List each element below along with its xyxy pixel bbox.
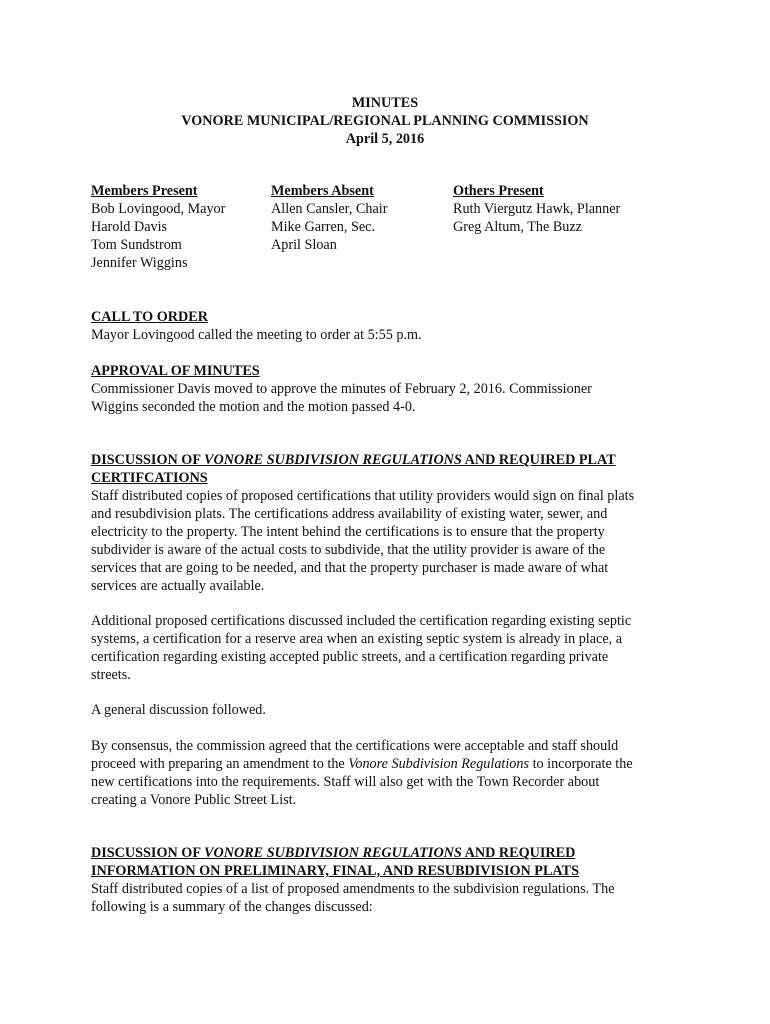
paragraph-line: streets. (91, 667, 131, 683)
member-name: Mike Garren, Sec. (271, 219, 376, 235)
paragraph-line: Commissioner Davis moved to approve the minutes of February 2, 2016. Commissioner (91, 381, 592, 397)
approval-of-minutes-section (91, 362, 681, 416)
call-to-order-title: CALL TO ORDER (91, 309, 208, 325)
paragraph-line: services that are going to be needed, and that the property purchaser is made aware of what (91, 560, 609, 576)
members-absent-heading: Members Absent (271, 183, 374, 199)
member-name: Harold Davis (91, 219, 168, 235)
paragraph-line: Staff distributed copies of a list of proposed amendments to the subdivision regulations. The (91, 881, 615, 897)
paragraph-line: electricity to the property. The intent behind the certifications is to ensure that the property (91, 524, 605, 540)
paragraph-line: services are actually available. (91, 578, 265, 594)
member-name: Jennifer Wiggins (91, 255, 188, 271)
header-minutes: MINUTES (351, 95, 419, 111)
approval-of-minutes-title: APPROVAL OF MINUTES (91, 363, 260, 379)
member-name: Greg Altum, The Buzz (453, 219, 582, 235)
paragraph-line: A general discussion followed. (91, 702, 266, 718)
discussion-plat-information-section (91, 844, 681, 916)
discussion-title-line2: CERTIFCATIONS (91, 470, 208, 486)
minutes-header (0, 94, 770, 148)
paragraph-line: and resubdivision plats. The certifications address availability of existing water, sewer, and (91, 506, 608, 522)
title-text: DISCUSSION OF (91, 845, 205, 861)
paragraph-line: By consensus, the commission agreed that the certifications were acceptable and staff should (91, 738, 619, 754)
header-date: April 5, 2016 (345, 131, 425, 147)
others-present-heading: Others Present (453, 183, 544, 199)
header-commission-name: VONORE MUNICIPAL/REGIONAL PLANNING COMMISSION (181, 113, 589, 129)
discussion-title (91, 844, 681, 862)
line-emphasis: Vonore Subdivision Regulations (348, 756, 530, 772)
title-emphasis: VONORE SUBDIVISION REGULATIONS (204, 452, 462, 468)
line-text: proceed with preparing an amendment to the (91, 756, 349, 772)
additional-certifications-paragraph (91, 612, 681, 684)
paragraph-line: new certifications into the requirements. Staff will also get with the Town Recorder about (91, 774, 600, 790)
paragraph-line (91, 755, 681, 773)
paragraph-line: Staff distributed copies of proposed certifications that utility providers would sign on final plats (91, 488, 635, 504)
paragraph-line: systems, a certification for a reserve area when an existing septic system is already in place, a (91, 631, 623, 647)
paragraph-line: certification regarding existing accepted public streets, and a certification regarding private (91, 649, 609, 665)
discussion-plat-certifications-section (91, 451, 681, 595)
paragraph-line: Additional proposed certifications discussed included the certification regarding existing septic (91, 613, 632, 629)
paragraph-line: following is a summary of the changes discussed: (91, 899, 373, 915)
discussion-title (91, 451, 681, 469)
discussion-title-line2: INFORMATION ON PRELIMINARY, FINAL, AND RESUBDIVISION PLATS (91, 863, 579, 879)
others-present-column (453, 182, 620, 236)
call-to-order-text: Mayor Lovingood called the meeting to order at 5:55 p.m. (91, 327, 422, 343)
paragraph-line: creating a Vonore Public Street List. (91, 792, 297, 808)
title-text: DISCUSSION OF (91, 452, 205, 468)
title-text: AND REQUIRED (461, 845, 576, 861)
consensus-paragraph (91, 737, 681, 809)
members-present-heading: Members Present (91, 183, 198, 199)
members-absent-column (271, 182, 387, 254)
title-emphasis: VONORE SUBDIVISION REGULATIONS (204, 845, 462, 861)
paragraph-line: subdivider is aware of the actual costs to subdivide, that the utility provider is aware of the (91, 542, 606, 558)
general-discussion-paragraph (91, 701, 681, 719)
member-name: April Sloan (271, 237, 337, 253)
call-to-order-section (91, 308, 681, 344)
line-text: to incorporate the (529, 756, 633, 772)
member-name: Allen Cansler, Chair (271, 201, 388, 217)
title-text: AND REQUIRED PLAT (461, 452, 616, 468)
member-name: Tom Sundstrom (91, 237, 182, 253)
attendance-section (91, 182, 691, 274)
member-name: Ruth Viergutz Hawk, Planner (453, 201, 621, 217)
members-present-column (91, 182, 225, 272)
member-name: Bob Lovingood, Mayor (91, 201, 226, 217)
paragraph-line: Wiggins seconded the motion and the motion passed 4-0. (91, 399, 416, 415)
